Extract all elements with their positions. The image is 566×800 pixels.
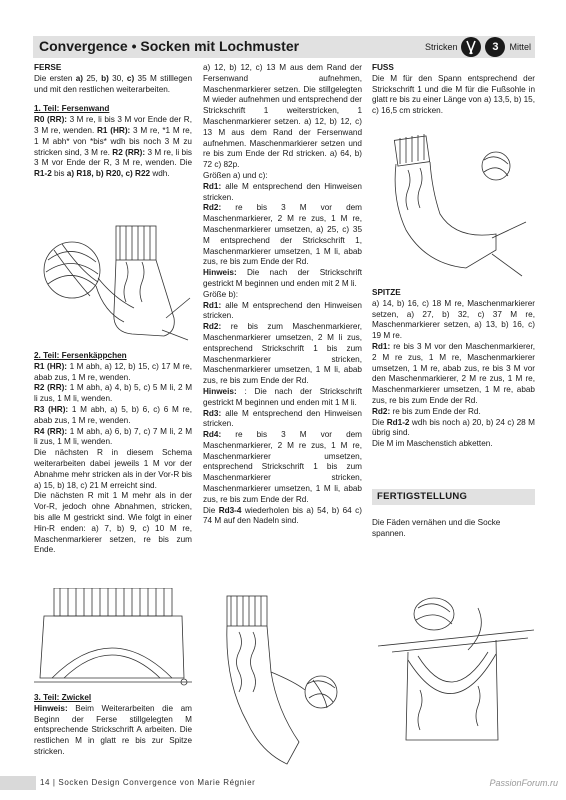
teil2-r2: R2 (RR): 1 M abh, a) 4, b) 5, c) 5 M li, 2 M li zus, 1 M li, wenden. xyxy=(34,383,193,404)
sock-foot-illustration xyxy=(376,130,536,280)
hint-2: Hinweis: : Die nach der Strickschrift gestrickt M beginnen und enden mit 1 M li. xyxy=(203,386,362,407)
fuss-heading: FUSS xyxy=(372,63,394,72)
fertigstellung-heading: FERTIGSTELLUNG xyxy=(377,491,468,502)
zwickel-continued: a) 12, b) 12, c) 13 M aus dem Rand der Fersenwand aufnehmen, Maschenmarkierer setzen. Die stillgelegten M wieder aufnehmen und entsprechend der Strickschrift 1 weiterstricken, 1 Maschenmarkierer setzen. a) 12, b) 12, c) 13 M aus dem Rand der Fersenwand aufnehmen. Maschenmarkierer setzen und re bis zum Ende der Rd stricken. a) 64, b) 72 c) 82p. xyxy=(203,63,362,170)
teil2-r3: R3 (HR): 1 M abh, a) 5, b) 6, c) 6 M re, abab zus, 1 M re, wenden. xyxy=(34,404,193,425)
level-label: Mittel xyxy=(509,42,531,52)
difficulty-info xyxy=(425,37,531,57)
heel-cap-illustration xyxy=(34,588,192,688)
knitting-needles-icon xyxy=(461,37,481,57)
teil2-r4: R4 (RR): 1 M abh, a) 6, b) 7, c) 7 M li, 2 M li zus, 1 M li, wenden. xyxy=(34,426,193,447)
ferse-heading: FERSE xyxy=(34,63,62,72)
rd1-ac: Rd1: alle M entsprechend den Hinweisen stricken. xyxy=(203,181,362,202)
article-header xyxy=(33,36,535,58)
spitze-repeat: Die Rd1-2 wdh bis noch a) 20, b) 24 c) 28 M übrig sind. xyxy=(372,417,535,438)
footer-text: 14 | Socken Design Convergence von Marie Régnier xyxy=(40,778,256,787)
watermark: PassionForum.ru xyxy=(489,778,558,788)
hint-1: Hinweis: Die nach der Strickschrift gestrickt M beginnen und enden mit 2 M li. xyxy=(203,268,362,288)
teil2-heading: 2. Teil: Fersenkäppchen xyxy=(34,351,127,360)
spitze-text: a) 14, b) 16, c) 18 M re, Maschenmarkierer setzen, a) 27, b) 32, c) 37 M re, Maschenmarkierer setzen, a) 13, b) 16, c) 19 M re. xyxy=(372,298,535,341)
rd4: Rd4: re bis 3 M vor dem Maschenmarkierer, 2 M re zus, 1 M re, Maschenmarkierer umsetzen, entsprechend Strickschrift 1 bis zum Maschenmarkierer stricken, Maschenmarkierer umsetzen, 1 M li, abab zus, re bis zum Ende der Rd. xyxy=(203,430,362,504)
needle-label: Stricken xyxy=(424,42,458,52)
toe-finishing-illustration xyxy=(378,590,538,770)
column-3-spitze xyxy=(372,288,535,450)
article-title: Convergence • Socken mit Lochmuster xyxy=(39,38,300,54)
rd2-b: Rd2: re bis zum Maschenmarkierer, Maschenmarkierer umsetzen, 2 M li zus, entsprechend Strickschrift 1 bis zum Maschenmarkierer stricken, Maschenmarkierer umsetzen, 1 M li, abab zus, re bis zum Ende der Rd. xyxy=(203,322,362,386)
column-1-top xyxy=(34,63,192,180)
teil2-para1: Die nächsten R in diesem Schema weiterarbeiten dabei jeweils 1 M vor der Abnahme mehr stricken als in der Vor-R bis a) 15, b) 18, c) 21 M erreicht sind. xyxy=(34,448,192,490)
heel-flap-illustration xyxy=(34,222,192,347)
column-2 xyxy=(203,63,362,527)
spitze-heading: SPITZE xyxy=(372,288,401,297)
fuss-text: Die M für den Spann entsprechend der Strickschrift 1 und die M für die Fußsohle in glatt re bis zu einer Länge von a) 13,5, b) 15, c) 16,5 cm stricken. xyxy=(372,73,535,116)
rd34-repeat: Die Rd3-4 wiederholen bis a) 54, b) 64 c) 74 M auf den Nadeln sind. xyxy=(203,505,362,526)
rd3: Rd3: alle M entsprechend den Hinweisen stricken. xyxy=(203,408,362,429)
column-1-middle xyxy=(34,351,192,556)
teil2-para2: Die nächsten R mit 1 M mehr als in der Vor-R, jedoch ohne Abnahmen, stricken, bis alle M gestrickt sind. Wie folgt in einer Hin-R enden: a) 7, b) 9, c) 10 M re, Maschenmarkierer setzen, re bis zum Ende. xyxy=(34,491,192,555)
sock-leg-illustration xyxy=(205,592,365,772)
level-number-badge: 3 xyxy=(485,37,505,57)
ferse-text: Die ersten a) 25, b) 30, c) 35 M stilllegen und mit den restlichen weiterarbeiten. xyxy=(34,73,193,94)
sizes-a-c-heading: Größen a) und c): xyxy=(203,170,268,180)
spitze-rd2: Rd2: re bis zum Ende der Rd. xyxy=(372,406,481,416)
teil2-r1: R1 (HR): 1 M abh, a) 12, b) 15, c) 17 M re, abab zus, 1 M re, wenden. xyxy=(34,361,192,382)
column-1-bottom xyxy=(34,693,192,758)
fertigstellung-banner xyxy=(372,489,535,505)
teil3-text: Hinweis: Beim Weiterarbeiten die am Beginn der Ferse stillgelegten M entsprechende Strickschrift A arbeiten. Die restlichen M in glatt re bis zur Spitze stricken. xyxy=(34,703,192,756)
rd1-b: Rd1: alle M entsprechend den Hinweisen stricken. xyxy=(203,300,362,321)
spitze-rd1: Rd1: re bis 3 M vor den Maschenmarkierer, 2 M re zus, 1 M re, Maschenmarkierer umsetzen, 1 M re, abab zus, re bis 3 M vor den Maschenmarkierer, 2 M re zus, 1 M re, Maschenmarkierer umsetzen, 1 M re, abab zus, re bis zum Ende der Rd. xyxy=(372,341,535,405)
size-b-heading: Größe b): xyxy=(203,289,239,299)
fertigstellung-text: Die Fäden vernähen und die Socke spannen. xyxy=(372,518,501,538)
teil3-heading: 3. Teil: Zwickel xyxy=(34,693,92,702)
spitze-end: Die M im Maschenstich abketten. xyxy=(372,439,493,449)
teil1-heading: 1. Teil: Fersenwand xyxy=(34,104,110,114)
teil1-text: R0 (RR): 3 M re, li bis 3 M vor Ende der R, 3 M re, wenden. R1 (HR): 3 M re, *1 M re, 1 M abh* von *bis* wdh bis noch 3 M zu stricken sind, 3 M re. R2 (RR): 3 M re, li bis 3 M vor Ende der R, 3 M re, wenden. Die R1-2 bis a) R18, b) R20, c) R22 wdh. xyxy=(34,115,193,179)
page-footer xyxy=(0,776,566,790)
footer-bar xyxy=(0,776,36,790)
column-3-top xyxy=(372,63,535,117)
rd2-ac: Rd2: re bis 3 M vor dem Maschenmarkierer, 2 M re zus, 1 M re, Maschenmarkierer umsetzen, a) 25, c) 35 M entsprechend der Strickschrift 1, Maschenmarkierer umsetzen, 1 M li, abab zus, re bis zum Ende der Rd. xyxy=(203,203,362,267)
